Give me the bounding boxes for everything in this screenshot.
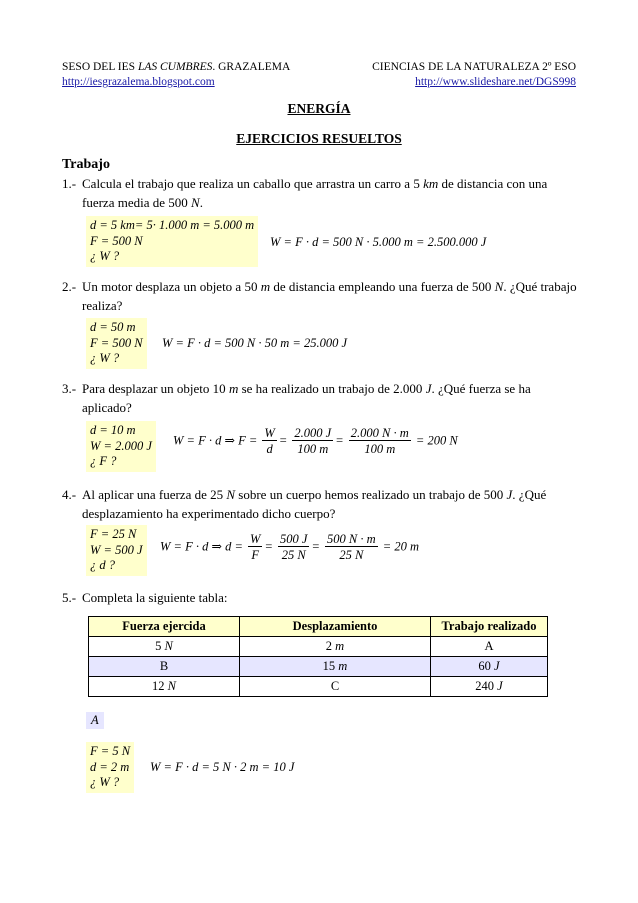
exercise-text: Para desplazar un objeto 10 m se ha realizado un trabajo de 2.000 J. ¿Qué fuerza se ha aplicado? (82, 381, 531, 415)
table-header: Desplazamiento (240, 617, 431, 637)
fraction: $\frac{2.000 J}{100 m}$ (294, 426, 332, 456)
given-line: F = 25 N (90, 527, 137, 541)
table-row (89, 677, 548, 697)
exercise-1 (62, 174, 582, 212)
given-line: d = 10 m (90, 423, 136, 437)
header-right-link[interactable]: http://www.slideshare.net/DGS998 (415, 76, 576, 88)
table-cell: 240 J (431, 677, 548, 697)
header-subject: CIENCIAS DE LA NATURALEZA 2º ESO (372, 61, 576, 73)
given-line: ¿ d ? (90, 558, 115, 572)
given-line: ¿ W ? (90, 351, 120, 365)
fraction: $\frac{W}{d}$ (264, 426, 275, 456)
given-line: d = 2 m (90, 759, 130, 774)
exercise-number: 3.- (62, 381, 77, 396)
exercise-4 (62, 485, 582, 523)
formula-2: W = F · d = 500 N · 50 m = 25.000 J (162, 336, 348, 350)
exercise-text: Un motor desplaza un objeto a 50 m de distancia empleando una fuerza de 500 N. ¿Qué trabajo realiza? (82, 279, 577, 313)
table-header: Fuerza ejercida (89, 617, 240, 637)
table-header: Trabajo realizado (431, 617, 548, 637)
given-data-1 (86, 216, 258, 267)
table-row (89, 637, 548, 657)
solution-label-a: A (86, 712, 104, 729)
header-school: SESO DEL IES LAS CUMBRES. GRAZALEMA (62, 61, 291, 73)
given-line: d = 5 km= 5· 1.000 m = 5.000 m (90, 218, 255, 232)
table-cell: 12 N (89, 677, 240, 697)
given-line: W = 2.000 J (90, 438, 152, 453)
given-line: F = 500 N (90, 335, 143, 350)
exercise-text: Al aplicar una fuerza de 25 N sobre un cuerpo hemos realizado un trabajo de 500 J. ¿Qué desplazamiento ha experimentado dicho cuerpo? (82, 487, 547, 521)
header-right (372, 60, 576, 90)
table-cell: B (89, 657, 240, 677)
table-row (89, 657, 548, 677)
given-data-3 (86, 421, 156, 472)
given-data-2 (86, 318, 147, 369)
exercise-2 (62, 277, 582, 315)
formula-1: W = F · d = 500 N · 5.000 m = 2.500.000 J (270, 235, 487, 249)
table-cell: 5 N (89, 637, 240, 657)
exercise-number: 1.- (62, 176, 77, 191)
exercise-number: 5.- (62, 590, 77, 605)
formula-5: W = F · d = 5 N · 2 m = 10 J (150, 760, 295, 774)
fraction: $\frac{500 N \cdot m}{25 N}$ (327, 532, 376, 562)
table-cell: 2 m (240, 637, 431, 657)
exercise-3 (62, 379, 582, 417)
fraction: $\frac{W}{F}$ (250, 532, 261, 562)
given-line: F = 500 N (90, 233, 143, 248)
fraction: $\frac{2.000 N \cdot m}{100 m}$ (350, 426, 409, 456)
given-data-5 (86, 742, 134, 793)
given-line: ¿ W ? (90, 775, 120, 789)
table-cell: C (240, 677, 431, 697)
table-cell: 15 m (240, 657, 431, 677)
given-line: ¿ W ? (90, 249, 120, 263)
exercise-number: 2.- (62, 279, 77, 294)
table-cell: 60 J (431, 657, 548, 677)
work-table (88, 616, 548, 697)
table-header-row (89, 617, 548, 637)
table-cell: A (431, 637, 548, 657)
header-left-link[interactable]: http://iesgrazalema.blogspot.com (62, 76, 215, 88)
section-title: Trabajo (62, 157, 110, 172)
exercise-5 (62, 588, 582, 607)
exercise-number: 4.- (62, 487, 77, 502)
given-line: ¿ F ? (90, 454, 117, 468)
given-line: d = 50 m (90, 320, 136, 334)
exercise-text: Completa la siguiente tabla: (82, 590, 228, 605)
given-data-4 (86, 525, 147, 576)
fraction: $\frac{500 J}{25 N}$ (280, 532, 308, 562)
exercise-text: Calcula el trabajo que realiza un caballo que arrastra un carro a 5 km de distancia con una fuerza media de 500 N. (82, 176, 548, 210)
page-subtitle: EJERCICIOS RESUELTOS (236, 131, 402, 146)
formula-3: W = F · d ⇒ F = $\frac{W}{d}$ = $\frac{2.000 J}{100 m}$ = $\frac{2.000 N \cdot m}{100 m}$ = 200 N (173, 426, 458, 456)
header-left (62, 60, 290, 90)
given-line: F = 5 N (90, 744, 131, 758)
page-title: ENERGÍA (287, 101, 351, 116)
given-line: W = 500 J (90, 542, 143, 557)
formula-4: W = F · d ⇒ d = $\frac{W}{F}$ = $\frac{500 J}{25 N}$ = $\frac{500 N \cdot m}{25 N}$ = 20 m (160, 532, 419, 562)
